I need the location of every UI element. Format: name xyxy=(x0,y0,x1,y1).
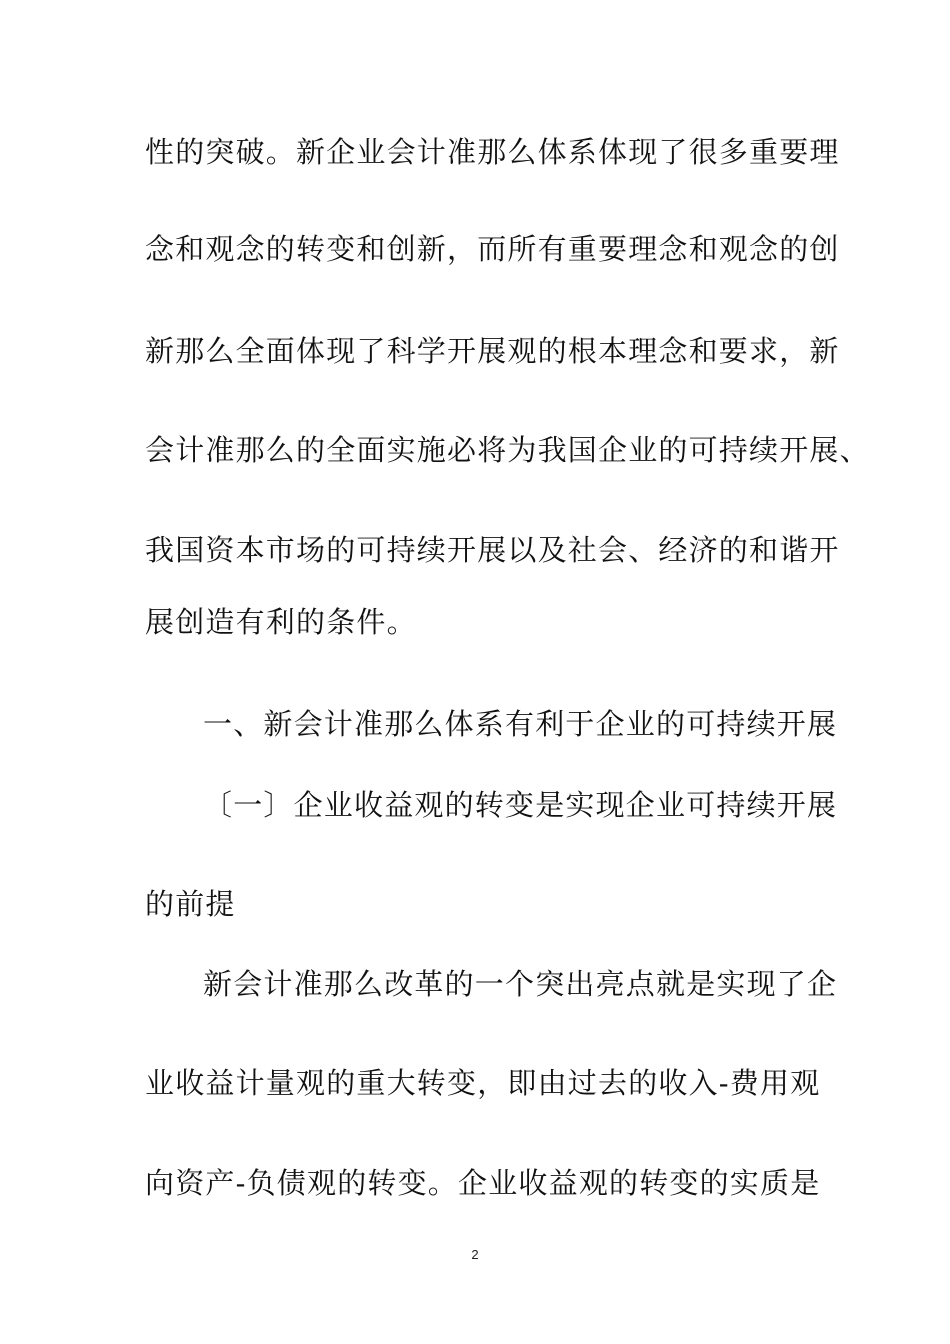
subsection-heading-continuation: 的前提 xyxy=(145,887,236,921)
paragraph-line: 性的突破。新企业会计准那么体系体现了很多重要理 xyxy=(145,135,840,169)
paragraph-line: 新那么全面体现了科学开展观的根本理念和要求，新 xyxy=(145,334,840,368)
paragraph-line: 会计准那么的全面实施必将为我国企业的可持续开展、 xyxy=(145,433,870,467)
paragraph-line: 业收益计量观的重大转变，即由过去的收入-费用观 xyxy=(145,1066,821,1100)
section-heading: 一、新会计准那么体系有利于企业的可持续开展 xyxy=(203,707,838,741)
paragraph-line: 新会计准那么改革的一个突出亮点就是实现了企 xyxy=(203,967,838,1001)
paragraph-line: 向资产-负债观的转变。企业收益观的转变的实质是 xyxy=(145,1166,821,1200)
paragraph-line: 念和观念的转变和创新，而所有重要理念和观念的创 xyxy=(145,232,840,266)
paragraph-line: 我国资本市场的可持续开展以及社会、经济的和谐开 xyxy=(145,533,840,567)
subsection-heading: 〔一〕企业收益观的转变是实现企业可持续开展 xyxy=(203,788,838,822)
page-number: 2 xyxy=(471,1247,479,1262)
paragraph-line: 展创造有利的条件。 xyxy=(145,605,417,639)
